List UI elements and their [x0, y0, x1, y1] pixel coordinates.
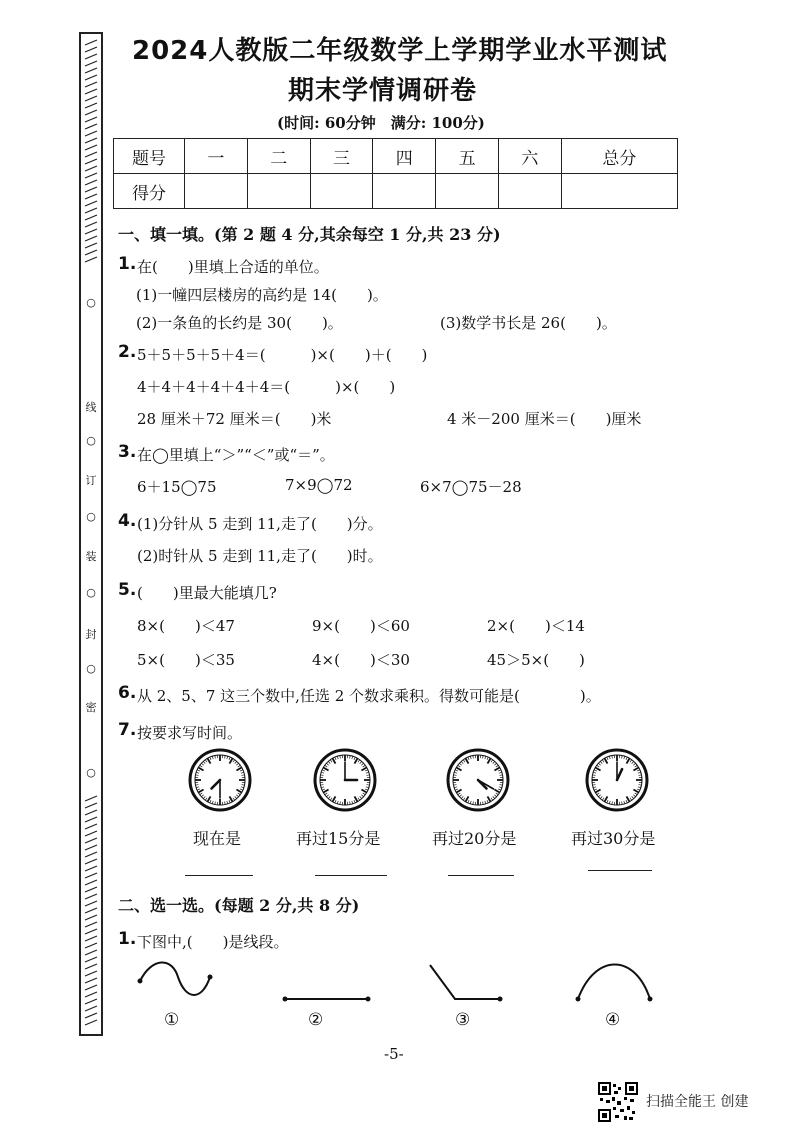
score-cell: 四	[373, 139, 436, 174]
score-input-cell[interactable]	[436, 174, 499, 209]
option-3[interactable]: ③	[455, 1010, 471, 1030]
qr-code-icon	[598, 1082, 638, 1122]
broken-line-figure-3	[430, 965, 500, 999]
score-cell: 三	[310, 139, 373, 174]
score-cell: 一	[185, 139, 248, 174]
q1-text: 在( )里填上合适的单位。	[137, 258, 329, 276]
binding-circle: ○	[86, 766, 96, 779]
binding-circle: ○	[86, 586, 96, 599]
line-figures	[130, 955, 690, 1015]
answer-blank[interactable]	[315, 875, 387, 876]
score-input-cell[interactable]	[561, 174, 677, 209]
s2-q1-text: 下图中,( )是线段。	[137, 933, 289, 951]
q2-number: 2.	[118, 342, 137, 362]
score-cell: 五	[436, 139, 499, 174]
endpoint-dot	[283, 997, 288, 1002]
score-cell: 二	[247, 139, 310, 174]
q3-number: 3.	[118, 442, 137, 462]
option-4[interactable]: ④	[605, 1010, 621, 1030]
answer-blank[interactable]	[185, 875, 253, 876]
clock-label-15: 再过15分是	[296, 829, 381, 848]
q7-text: 按要求写时间。	[137, 724, 243, 742]
page-title: 2024人教版二年级数学上学期学业水平测试	[132, 36, 668, 66]
q1-b: (2)一条鱼的长约是 30( )。	[136, 314, 343, 332]
clock-label-now: 现在是	[193, 829, 242, 848]
score-input-cell[interactable]	[373, 174, 436, 209]
endpoint-dot	[648, 997, 653, 1002]
hatch-top	[84, 38, 98, 268]
score-input-cell[interactable]	[247, 174, 310, 209]
exam-meta: (时间: 60分钟 满分: 100分)	[277, 114, 485, 132]
endpoint-dot	[498, 997, 503, 1002]
binding-mark-line: 线	[85, 401, 97, 414]
answer-blank[interactable]	[588, 870, 652, 871]
clock-label-30: 再过30分是	[571, 829, 656, 848]
q5-r2-a: 5×( )＜35	[137, 651, 235, 669]
score-table	[113, 138, 678, 209]
q5-text: ( )里最大能填几?	[137, 584, 277, 602]
binding-mark-ding: 订	[85, 474, 97, 487]
score-table-score-row	[114, 174, 678, 209]
score-cell: 六	[498, 139, 561, 174]
section2-title: 二、选一选。(每题 2 分,共 8 分)	[118, 896, 360, 915]
q6-text: 从 2、5、7 这三个数中,任选 2 个数求乘积。得数可能是( )。	[137, 687, 601, 705]
clock-label-20: 再过20分是	[432, 829, 517, 848]
q1-a: (1)一幢四层楼房的高约是 14( )。	[136, 286, 388, 304]
q5-r1-c: 2×( )＜14	[487, 617, 585, 635]
q3-text: 在◯里填上“＞”“＜”或“＝”。	[137, 446, 335, 464]
endpoint-dot	[138, 979, 143, 984]
s2-q1-number: 1.	[118, 929, 137, 949]
endpoint-dot	[208, 975, 213, 980]
binding-circle: ○	[86, 434, 96, 447]
binding-mark-zhuang: 装	[85, 550, 97, 563]
q1-c: (3)数学书长是 26( )。	[440, 314, 617, 332]
q4-a: (1)分针从 5 走到 11,走了( )分。	[137, 515, 383, 533]
q4-number: 4.	[118, 511, 137, 531]
q5-number: 5.	[118, 580, 137, 600]
section1-title: 一、填一填。(第 2 题 4 分,其余每空 1 分,共 23 分)	[118, 225, 501, 244]
binding-circle: ○	[86, 296, 96, 309]
binding-circle: ○	[86, 510, 96, 523]
q2-line2: 4＋4＋4＋4＋4＋4＝( )×( )	[137, 378, 396, 396]
scanner-watermark: 扫描全能王 创建	[646, 1094, 749, 1110]
binding-circle: ○	[86, 662, 96, 675]
score-input-cell[interactable]	[185, 174, 248, 209]
option-2[interactable]: ②	[308, 1010, 324, 1030]
q2-line1: 5＋5＋5＋5＋4＝( )×( )＋( )	[137, 346, 428, 364]
q1-number: 1.	[118, 254, 137, 274]
score-cell: 总分	[561, 139, 677, 174]
q5-r1-b: 9×( )＜60	[312, 617, 410, 635]
q5-r2-b: 4×( )＜30	[312, 651, 410, 669]
score-table-header-row	[114, 139, 678, 174]
q2-line3a: 28 厘米＋72 厘米＝( )米	[137, 410, 332, 428]
q7-number: 7.	[118, 720, 137, 740]
q3-c: 6×7◯75－28	[420, 478, 522, 496]
q3-b: 7×9◯72	[285, 476, 353, 494]
binding-mark-mi: 密	[85, 701, 97, 714]
score-input-cell[interactable]	[310, 174, 373, 209]
answer-blank[interactable]	[448, 875, 514, 876]
endpoint-dot	[576, 997, 581, 1002]
clock-face-icon	[585, 748, 649, 812]
page-number: -5-	[384, 1045, 404, 1063]
endpoint-dot	[366, 997, 371, 1002]
q5-r2-c: 45＞5×( )	[487, 651, 585, 669]
q6-number: 6.	[118, 683, 137, 703]
binding-strip	[79, 32, 103, 1036]
score-input-cell[interactable]	[498, 174, 561, 209]
q4-b: (2)时针从 5 走到 11,走了( )时。	[137, 547, 383, 565]
q2-line3b: 4 米－200 厘米＝( )厘米	[447, 410, 642, 428]
arc-figure-4	[578, 965, 650, 1000]
hatch-bottom	[84, 794, 98, 1026]
clock-face-icon	[313, 748, 377, 812]
q3-a: 6＋15◯75	[137, 478, 217, 496]
page-subtitle: 期末学情调研卷	[288, 76, 478, 106]
binding-mark-feng: 封	[85, 628, 97, 641]
score-cell: 得分	[114, 174, 185, 209]
score-cell: 题号	[114, 139, 185, 174]
option-1[interactable]: ①	[164, 1010, 180, 1030]
q5-r1-a: 8×( )＜47	[137, 617, 235, 635]
clock-face-icon	[446, 748, 510, 812]
curve-figure-1	[140, 962, 210, 995]
clock-face-icon	[188, 748, 252, 812]
